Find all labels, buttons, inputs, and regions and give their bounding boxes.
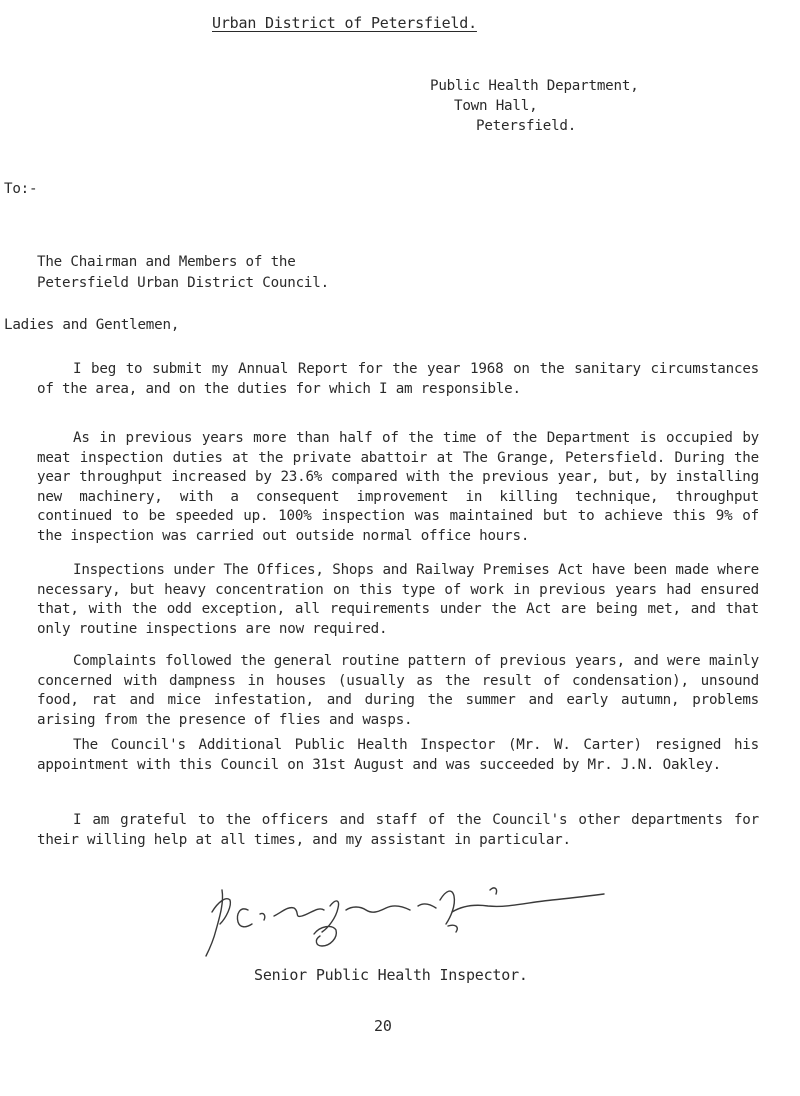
addressee-line-1: The Chairman and Members of the [37, 254, 296, 270]
addressee-block [37, 252, 537, 294]
signature-title: Senior Public Health Inspector. [254, 966, 528, 984]
to-label: To:- [4, 181, 38, 197]
page-number: 20 [374, 1017, 392, 1035]
paragraph-offices-shops-act: Inspections under The Offices, Shops and Railway Premises Act have been made where necessary, but heavy concentration on this type of work in previous years had ensured that, with the odd exception, all requirements under the Act are being met, and that only routine inspections are now required. [37, 562, 759, 637]
handwritten-signature [190, 876, 650, 960]
address-line-town-hall: Town Hall, [454, 98, 538, 114]
paragraph-meat-inspection: As in previous years more than half of the time of the Department is occupied by meat inspection duties at the private abattoir at The Grange, Petersfield. During the year throughput increased by 23.6% compared with the previous year, but, by installing new machinery, with a consequent improvement in killing technique, throughput continued to be speeded up. 100% inspection was maintained but to achieve this 9% of the inspection was carried out outside normal office hours. [37, 430, 759, 544]
paragraph-complaints: Complaints followed the general routine pattern of previous years, and were mainly concerned with dampness in houses (usually as the result of condensation), unsound food, rat and mice infestation, and during the summer and early autumn, problems arising from the presence of flies and wasps. [37, 653, 759, 728]
paragraph-staff-change: The Council's Additional Public Health Inspector (Mr. W. Carter) resigned his appointment with this Council on 31st August and was succeeded by Mr. J.N. Oakley. [37, 737, 759, 773]
address-line-department: Public Health Department, [430, 78, 639, 94]
document-heading: Urban District of Petersfield. [212, 14, 477, 32]
address-line-town: Petersfield. [476, 118, 577, 134]
sender-address [430, 76, 639, 136]
salutation: Ladies and Gentlemen, [4, 317, 180, 333]
addressee-line-2: Petersfield Urban District Council. [37, 275, 329, 291]
paragraph-annual-report: I beg to submit my Annual Report for the year 1968 on the sanitary circumstances of the area, and on the duties for which I am responsible. [37, 361, 759, 397]
paragraph-gratitude: I am grateful to the officers and staff of the Council's other departments for their willing help at all times, and my assistant in particular. [37, 812, 759, 848]
